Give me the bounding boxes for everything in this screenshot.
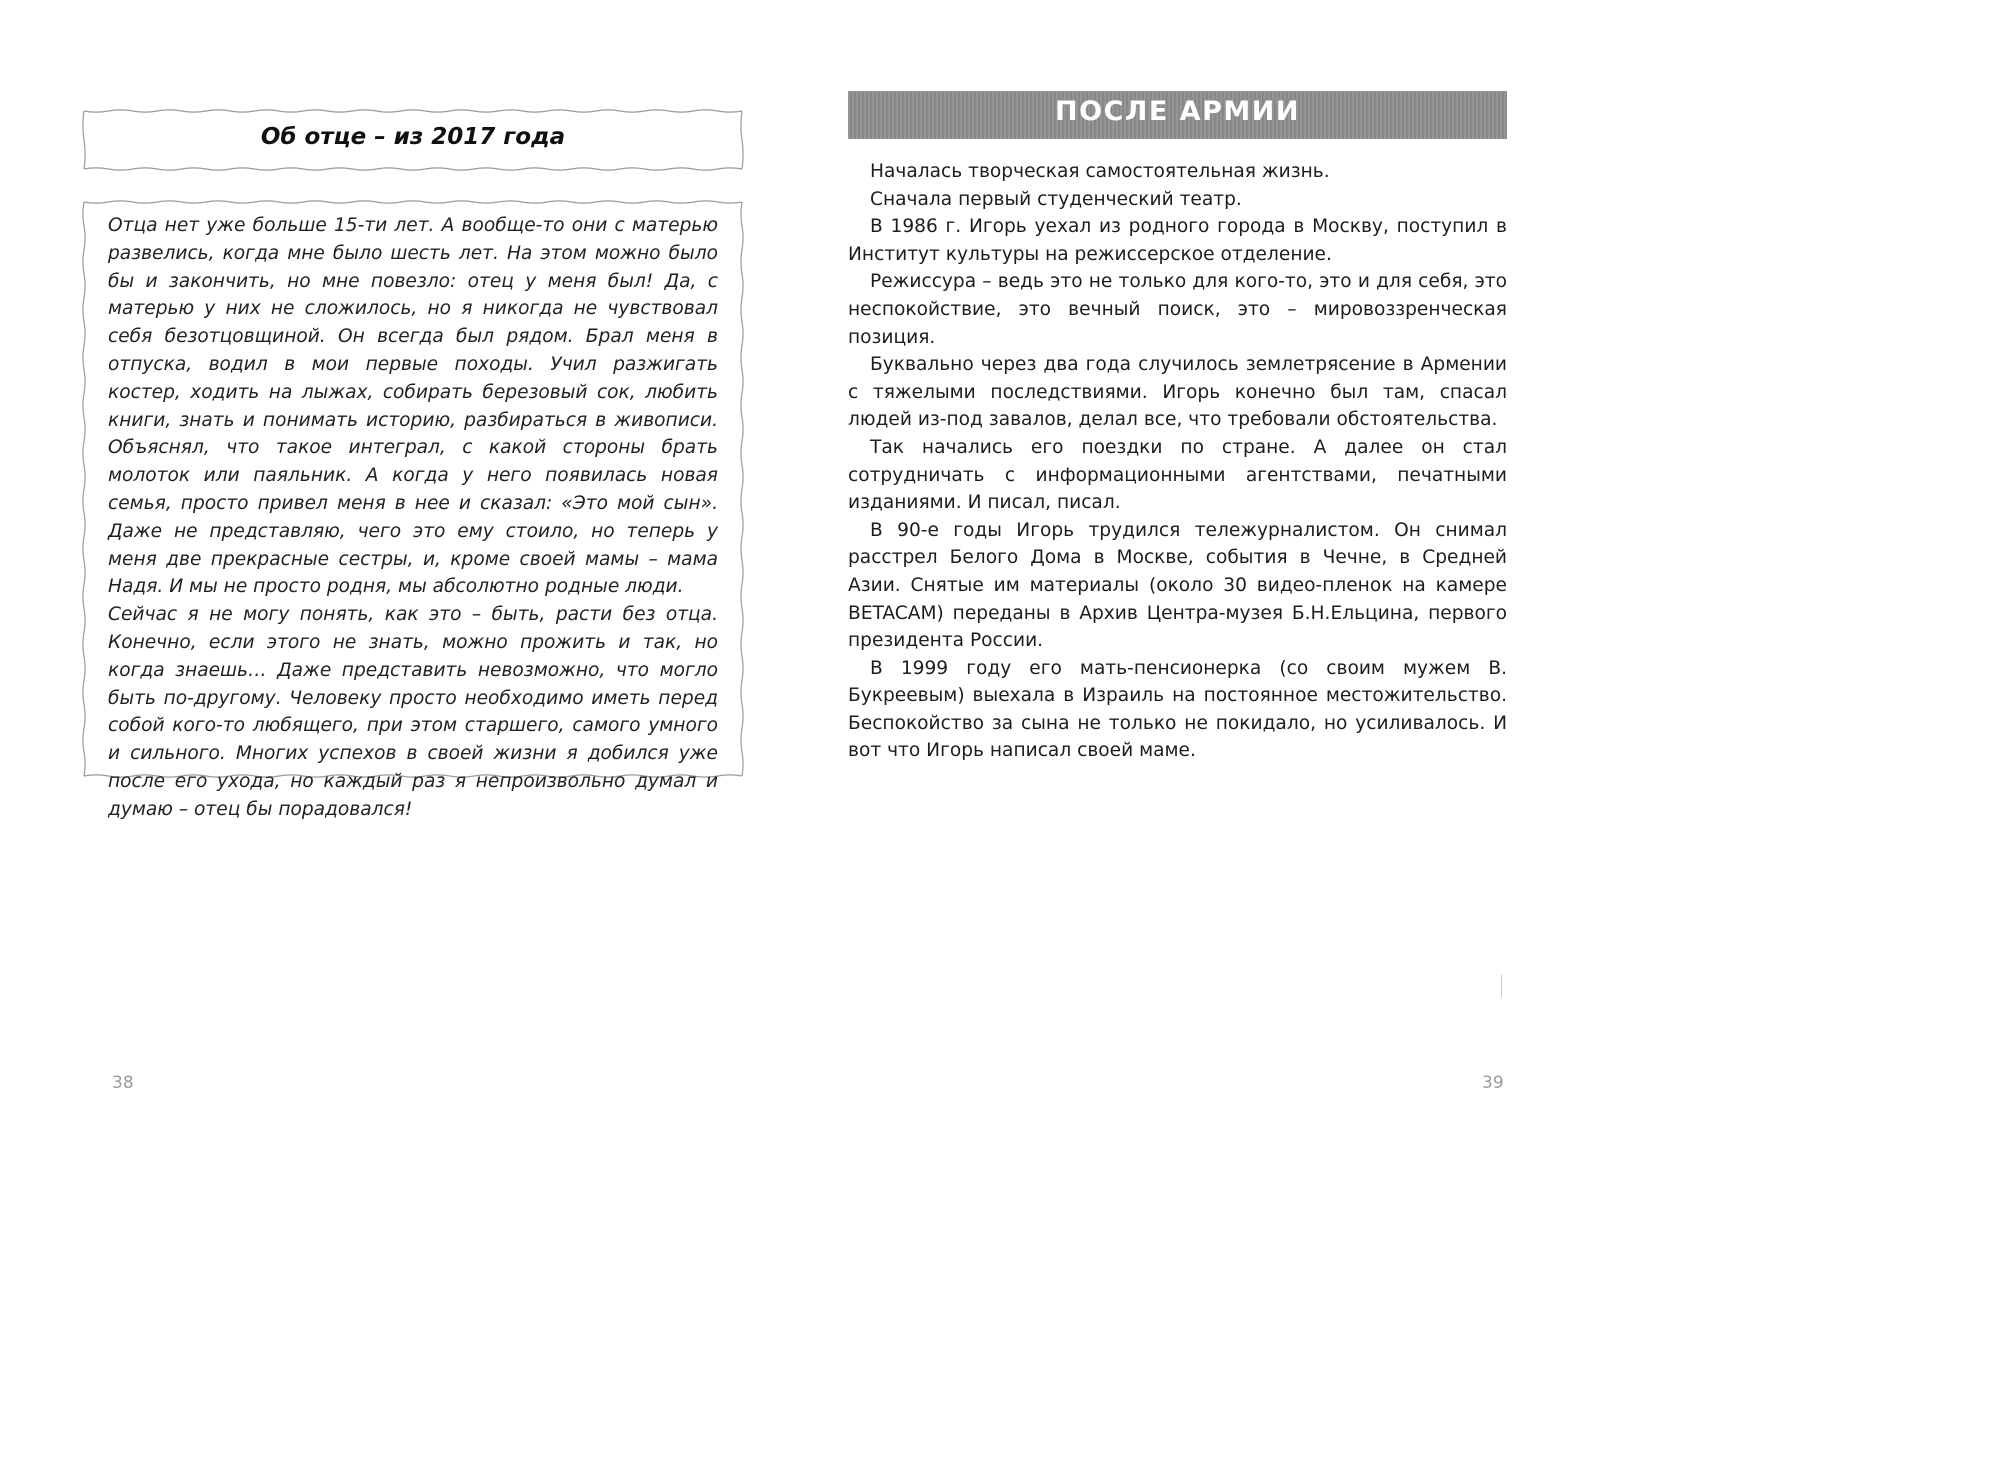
body-text [848, 158, 1507, 765]
body-paragraph: Буквально через два года случилось землетрясение в Армении с тяжелыми последствиями. Игорь конечно был там, спасал людей из-под завалов, делал все, что требовали обстоятельства. [848, 354, 1507, 431]
body-paragraph: Так начались его поездки по стране. А далее он стал сотрудничать с информационными агентствами, печатными изданиями. И писал, писал. [848, 436, 1507, 514]
quote-box [80, 198, 746, 820]
body-paragraph: Режиссура – ведь это не только для кого-то, это и для себя, это неспокойствие, это вечный поиск, это – мировоззренческая позиция. [848, 271, 1507, 348]
title-box [80, 107, 746, 173]
quote-paragraph: Отца нет уже больше 15-ти лет. А вообще-то они с матерью развелись, когда мне было шесть лет. На этом можно было бы и закончить, но мне повезло: отец у меня был! Да, с матерью у них не сложилось, но я никогда не чувствовал себя безотцовщиной. Он всегда был рядом. Брал меня в отпуска, водил в мои первые походы. Учил разжигать костер, ходить на лыжах, собирать березовый сок, любить книги, знать и понимать историю, разбираться в живописи. Объяснял, что такое интеграл, с какой стороны брать молоток или паяльник. А когда у него появилась новая семья, просто привел меня в нее и сказал: «Это мой сын». Даже не представляю, чего это ему стоило, но теперь у меня две прекрасные сестры, и, кроме своей мамы – мама Надя. И мы не просто родня, мы абсолютно родные люди. [108, 215, 718, 598]
wavy-border-segment [84, 168, 742, 170]
page-number: 39 [1482, 1073, 1504, 1093]
wavy-border-segment [83, 202, 85, 776]
page-number: 38 [112, 1073, 134, 1093]
body-paragraph: Сначала первый студенческий театр. [870, 188, 1242, 210]
right-page [784, 0, 1568, 1159]
scan-mark [1501, 975, 1502, 997]
box-title: Об отце – из 2017 года [260, 124, 566, 150]
wavy-border-segment [84, 110, 742, 112]
quote-paragraph: Сейчас я не могу понять, как это – быть, расти без отца. Конечно, если этого не знать, можно прожить и так, но когда знаешь… Даже представить невозможно, что могло быть по-другому. Человеку просто необходимо иметь перед собой кого-то любящего, при этом старшего, самого умного и сильного. Многих успехов в своей жизни я добился уже после его ухода, но каждый раз я непроизвольно думал и думаю – отец бы порадовался! [108, 604, 718, 820]
left-page [0, 0, 784, 1159]
wavy-border-segment [741, 202, 743, 776]
quote-text [108, 212, 718, 824]
body-paragraph: В 1999 году его мать-пенсионерка (со своим мужем В. Букреевым) выехала в Израиль на постоянное местожительство. Беспокойство за сына не только не покидало, но усиливалось. И вот что Игорь написал своей маме. [848, 657, 1507, 762]
body-paragraph: В 90-е годы Игорь трудился тележурналистом. Он снимал расстрел Белого Дома в Москве, события в Чечне, в Средней Азии. Снятые им материалы (около 30 видео-пленок на камере BETACAM) переданы в Архив Центра-музея Б.Н.Ельцина, первого президента России. [848, 519, 1507, 652]
wavy-border-segment [84, 201, 742, 203]
body-paragraph: Началась творческая самостоятельная жизнь. [870, 161, 1330, 182]
body-paragraph: В 1986 г. Игорь уехал из родного города в Москву, поступил в Институт культуры на режиссерское отделение. [848, 216, 1507, 265]
section-header [848, 91, 1507, 139]
section-title: ПОСЛЕ АРМИИ [1055, 96, 1300, 127]
